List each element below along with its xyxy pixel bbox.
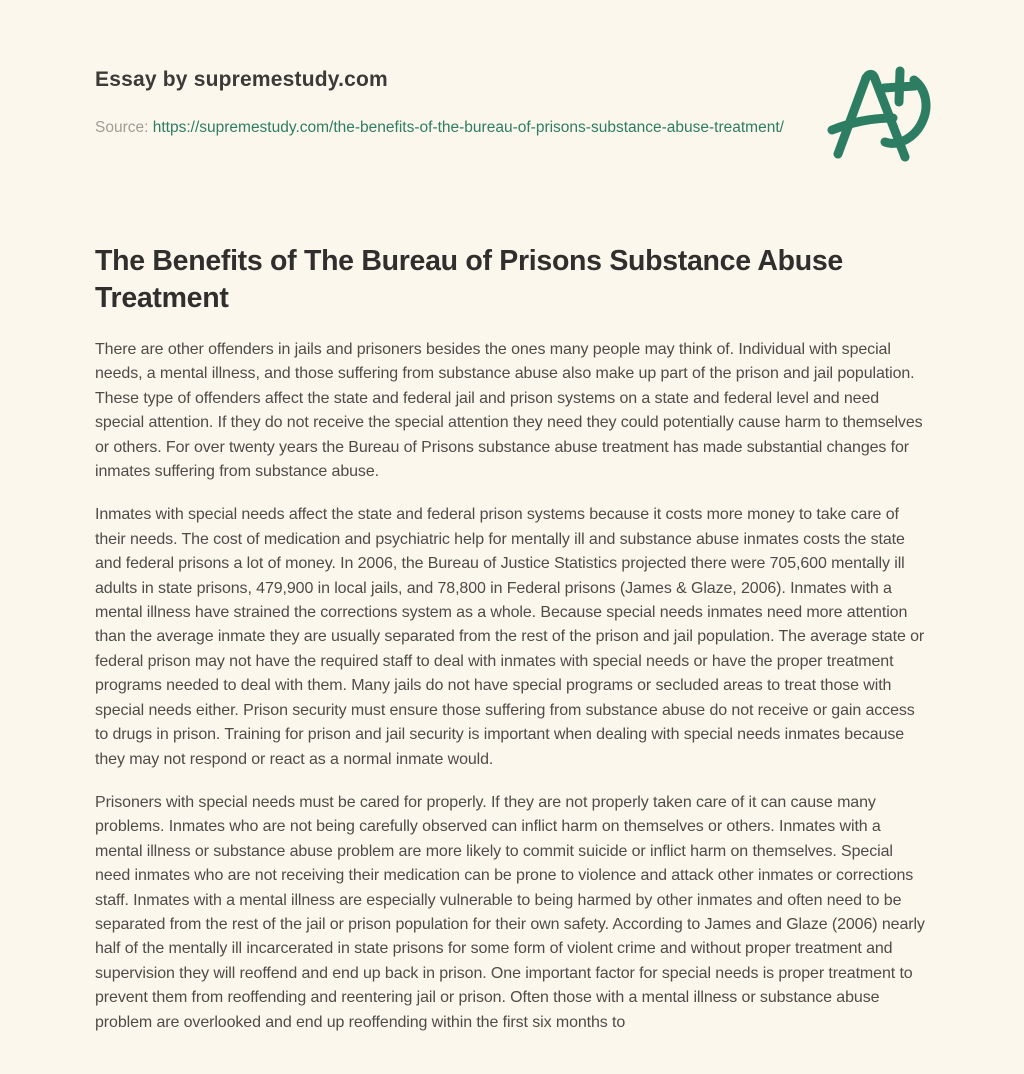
essay-paragraph-3: Prisoners with special needs must be cared for properly. If they are not properly taken care of it can cause many problems. Inmates who are not being carefully observed can inflict harm on themselves or others. Inmates with a mental illness or substance abuse problem are more likely to commit suicide or inflict harm on themselves. Special need inmates who are not receiving their medication can be prone to violence and attack other inmates or corrections staff. Inmates with a mental illness are especially vulnerable to being harmed by other inmates and often need to be separated from the rest of the jail or prison population for their own safety. According to James and Glaze (2006) nearly half of the mentally ill incarcerated in state prisons for some form of violent crime and without proper treatment and supervision they will reoffend and end up back in prison. One important factor for special needs is proper treatment to prevent them from reoffending and reentering jail or prison. Often those with a mental illness or substance abuse problem are overlooked and end up reoffending within the first six months to <box>95 793 925 1031</box>
essay-paragraph-2: Inmates with special needs affect the state and federal prison systems because it costs more money to take care of their needs. The cost of medication and psychiatric help for mentally ill and substance abuse inmates costs the state and federal prisons a lot of money. In 2006, the Bureau of Justice Statistics projected there were 705,600 mentally ill adults in state prisons, 479,900 in local jails, and 78,800 in Federal prisons (James & Glaze, 2006). Inmates with a mental illness have strained the corrections system as a whole. Because special needs inmates need more attention than the average inmate they are usually separated from the rest of the prison and jail population. The average state or federal prison may not have the required staff to deal with inmates with special needs or have the proper treatment programs needed to deal with them. Many jails do not have special programs or secluded areas to treat those with special needs either. Prison security must ensure those suffering from substance abuse do not receive or gain access to drugs in prison. Training for prison and jail security is important when dealing with special needs inmates because they may not respond or react as a normal inmate would. <box>95 506 925 768</box>
essay-article <box>95 243 930 1035</box>
document-header <box>95 68 930 142</box>
essay-body <box>95 338 930 1035</box>
essay-title: The Benefits of The Bureau of Prisons Substance Abuse Treatment <box>95 245 843 314</box>
a-plus-logo-icon <box>826 60 936 162</box>
source-line <box>95 114 795 142</box>
source-label: Source: <box>95 119 153 136</box>
essay-by-heading: Essay by supremestudy.com <box>95 68 388 91</box>
source-link[interactable]: https://supremestudy.com/the-benefits-of-the-bureau-of-prisons-substance-abuse-treatment/ <box>152 119 784 136</box>
essay-paragraph-1: There are other offenders in jails and prisoners besides the ones many people may think of. Individual with special needs, a mental illness, and those suffering from substance abuse also make up part of the prison and jail population. These type of offenders affect the state and federal jail and prison systems on a state and federal level and need special attention. If they do not receive the special attention they need they could potentially cause harm to themselves or others. For over twenty years the Bureau of Prisons substance abuse treatment has made substantial changes for inmates suffering from substance abuse. <box>95 341 923 481</box>
